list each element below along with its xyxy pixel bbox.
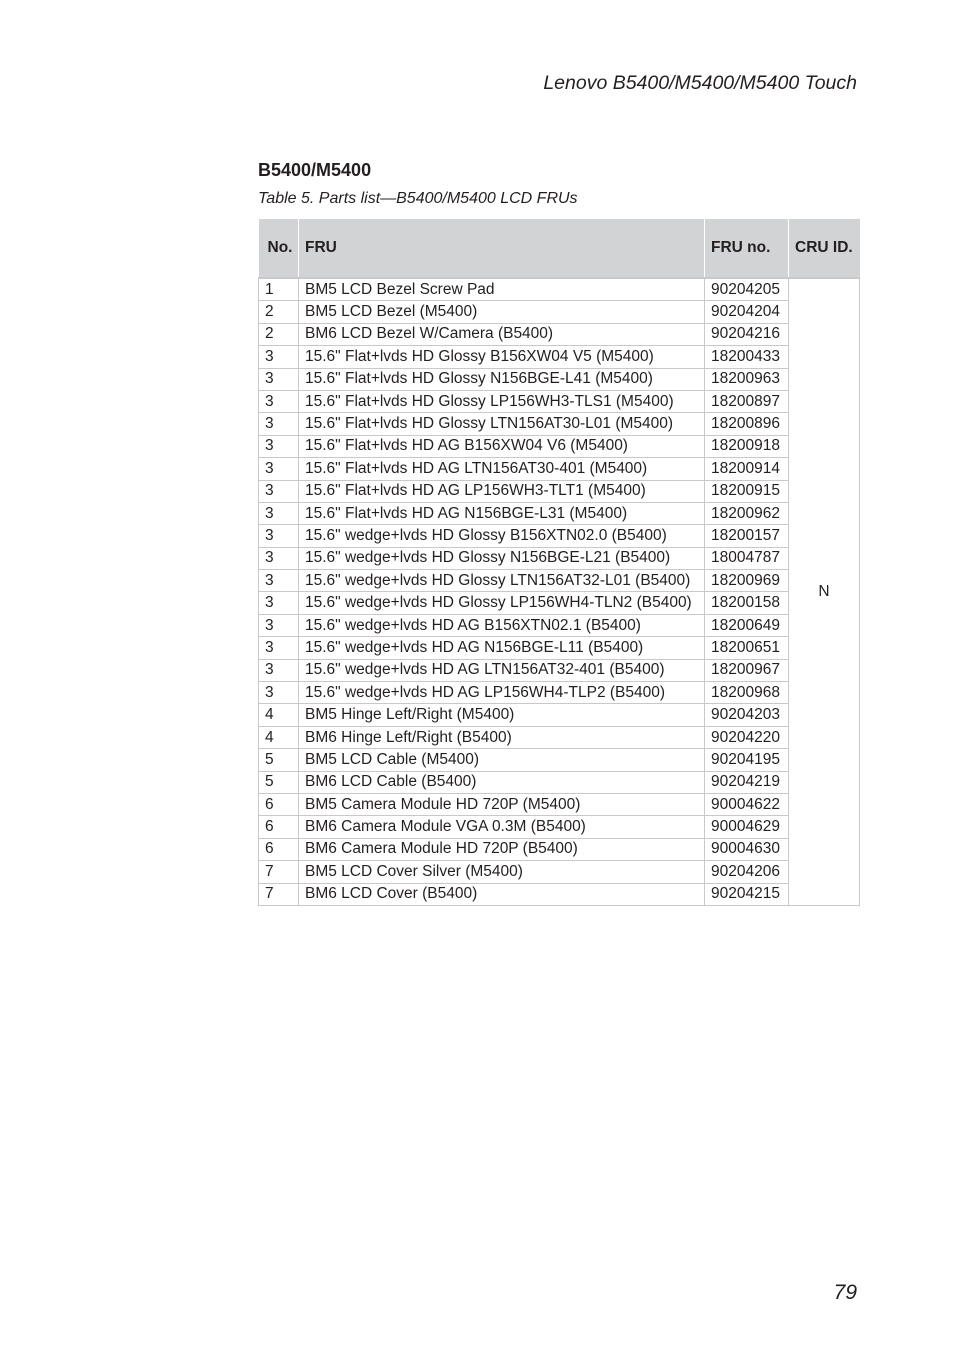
cell-no: 3 [259, 458, 299, 480]
cell-fru: BM5 LCD Bezel (M5400) [299, 301, 705, 323]
cell-fru: 15.6" Flat+lvds HD AG LP156WH3-TLT1 (M5400) [299, 480, 705, 502]
cell-fru-no: 90204206 [705, 861, 789, 883]
table-row [259, 861, 860, 883]
cell-fru-no: 90204220 [705, 726, 789, 748]
cell-no: 4 [259, 726, 299, 748]
table-row [259, 413, 860, 435]
cell-no: 6 [259, 838, 299, 860]
cell-no: 7 [259, 883, 299, 905]
table-row [259, 480, 860, 502]
cell-no: 5 [259, 771, 299, 793]
cell-fru-no: 90204204 [705, 301, 789, 323]
cell-fru-no: 18200651 [705, 637, 789, 659]
cell-fru-no: 90004622 [705, 793, 789, 815]
cell-fru: 15.6" Flat+lvds HD Glossy LTN156AT30-L01 (M5400) [299, 413, 705, 435]
table-row [259, 883, 860, 905]
table-row [259, 637, 860, 659]
table-row [259, 726, 860, 748]
column-header-fru: FRU [299, 219, 705, 278]
cell-no: 1 [259, 278, 299, 301]
table-row [259, 838, 860, 860]
cell-fru: 15.6" Flat+lvds HD AG N156BGE-L31 (M5400) [299, 502, 705, 524]
cell-fru-no: 90204205 [705, 278, 789, 301]
cell-fru: BM6 LCD Bezel W/Camera (B5400) [299, 323, 705, 345]
cell-fru-no: 90004629 [705, 816, 789, 838]
cell-fru-no: 18200897 [705, 390, 789, 412]
cell-fru-no: 90204216 [705, 323, 789, 345]
cell-fru: 15.6" wedge+lvds HD AG N156BGE-L11 (B5400) [299, 637, 705, 659]
cell-fru: BM5 Hinge Left/Right (M5400) [299, 704, 705, 726]
cell-no: 3 [259, 435, 299, 457]
cell-fru-no: 18200896 [705, 413, 789, 435]
table-row [259, 749, 860, 771]
cell-fru-no: 18200969 [705, 570, 789, 592]
cell-no: 3 [259, 682, 299, 704]
cell-fru: 15.6" wedge+lvds HD Glossy LP156WH4-TLN2 (B5400) [299, 592, 705, 614]
cell-fru: BM5 LCD Cable (M5400) [299, 749, 705, 771]
cell-fru-no: 18200157 [705, 525, 789, 547]
cell-fru-no: 18200918 [705, 435, 789, 457]
table-row [259, 458, 860, 480]
table-row [259, 390, 860, 412]
cell-fru-no: 18004787 [705, 547, 789, 569]
cell-fru: 15.6" Flat+lvds HD Glossy LP156WH3-TLS1 (M5400) [299, 390, 705, 412]
table-row [259, 525, 860, 547]
cell-fru-no: 18200962 [705, 502, 789, 524]
column-header-no: No. [259, 219, 299, 278]
table-row [259, 682, 860, 704]
table-row [259, 346, 860, 368]
cell-no: 3 [259, 413, 299, 435]
cell-no: 6 [259, 793, 299, 815]
cell-no: 4 [259, 704, 299, 726]
cell-fru: 15.6" wedge+lvds HD Glossy LTN156AT32-L01 (B5400) [299, 570, 705, 592]
cell-fru: BM6 LCD Cover (B5400) [299, 883, 705, 905]
cell-no: 7 [259, 861, 299, 883]
cell-no: 3 [259, 592, 299, 614]
table-row [259, 793, 860, 815]
cell-no: 3 [259, 637, 299, 659]
table-row [259, 502, 860, 524]
cell-no: 3 [259, 390, 299, 412]
table-row [259, 323, 860, 345]
table-row [259, 570, 860, 592]
cell-no: 2 [259, 301, 299, 323]
table-row [259, 816, 860, 838]
cell-no: 3 [259, 368, 299, 390]
cell-no: 3 [259, 525, 299, 547]
cell-no: 3 [259, 480, 299, 502]
cell-fru: 15.6" wedge+lvds HD AG B156XTN02.1 (B5400) [299, 614, 705, 636]
column-header-cru-id: CRU ID. [789, 219, 860, 278]
table-header [259, 219, 860, 278]
parts-table [258, 219, 860, 906]
cell-fru: BM6 Hinge Left/Right (B5400) [299, 726, 705, 748]
table-body [259, 278, 860, 905]
cell-cru-id: N [789, 278, 860, 905]
cell-fru: BM5 LCD Bezel Screw Pad [299, 278, 705, 301]
cell-fru-no: 18200914 [705, 458, 789, 480]
table-row [259, 704, 860, 726]
cell-fru-no: 18200915 [705, 480, 789, 502]
cell-fru: BM5 LCD Cover Silver (M5400) [299, 861, 705, 883]
table-row [259, 659, 860, 681]
cell-fru: 15.6" wedge+lvds HD AG LP156WH4-TLP2 (B5400) [299, 682, 705, 704]
cell-fru: 15.6" wedge+lvds HD AG LTN156AT32-401 (B5400) [299, 659, 705, 681]
cell-no: 3 [259, 547, 299, 569]
cell-no: 5 [259, 749, 299, 771]
cell-no: 2 [259, 323, 299, 345]
cell-fru: BM6 Camera Module HD 720P (B5400) [299, 838, 705, 860]
table-header-row [259, 219, 860, 278]
cell-fru: 15.6" Flat+lvds HD Glossy N156BGE-L41 (M5400) [299, 368, 705, 390]
cell-fru: 15.6" Flat+lvds HD Glossy B156XW04 V5 (M5400) [299, 346, 705, 368]
table-row [259, 614, 860, 636]
cell-no: 3 [259, 614, 299, 636]
table-row [259, 592, 860, 614]
cell-no: 6 [259, 816, 299, 838]
table-row [259, 771, 860, 793]
cell-fru-no: 18200158 [705, 592, 789, 614]
running-header: Lenovo B5400/M5400/M5400 Touch [543, 72, 857, 94]
cell-no: 3 [259, 502, 299, 524]
cell-fru: 15.6" Flat+lvds HD AG LTN156AT30-401 (M5400) [299, 458, 705, 480]
cell-fru: 15.6" wedge+lvds HD Glossy N156BGE-L21 (B5400) [299, 547, 705, 569]
cell-fru-no: 18200963 [705, 368, 789, 390]
table-row [259, 547, 860, 569]
cell-fru-no: 90204219 [705, 771, 789, 793]
cell-fru: 15.6" wedge+lvds HD Glossy B156XTN02.0 (B5400) [299, 525, 705, 547]
cell-no: 3 [259, 346, 299, 368]
cell-fru-no: 18200649 [705, 614, 789, 636]
cell-fru-no: 18200968 [705, 682, 789, 704]
table-row [259, 301, 860, 323]
cell-fru-no: 90204195 [705, 749, 789, 771]
cell-no: 3 [259, 659, 299, 681]
table-row [259, 368, 860, 390]
cell-fru-no: 90004630 [705, 838, 789, 860]
table-caption: Table 5. Parts list—B5400/M5400 LCD FRUs [258, 190, 578, 207]
table-row [259, 278, 860, 301]
cell-fru: BM5 Camera Module HD 720P (M5400) [299, 793, 705, 815]
section-title: B5400/M5400 [258, 160, 372, 180]
cell-fru-no: 18200433 [705, 346, 789, 368]
table-row [259, 435, 860, 457]
column-header-fru-no: FRU no. [705, 219, 789, 278]
cell-no: 3 [259, 570, 299, 592]
cell-fru-no: 90204203 [705, 704, 789, 726]
cell-fru-no: 90204215 [705, 883, 789, 905]
cell-fru: BM6 Camera Module VGA 0.3M (B5400) [299, 816, 705, 838]
page-number: 79 [833, 1281, 857, 1304]
cell-fru-no: 18200967 [705, 659, 789, 681]
cell-fru: 15.6" Flat+lvds HD AG B156XW04 V6 (M5400) [299, 435, 705, 457]
cell-fru: BM6 LCD Cable (B5400) [299, 771, 705, 793]
